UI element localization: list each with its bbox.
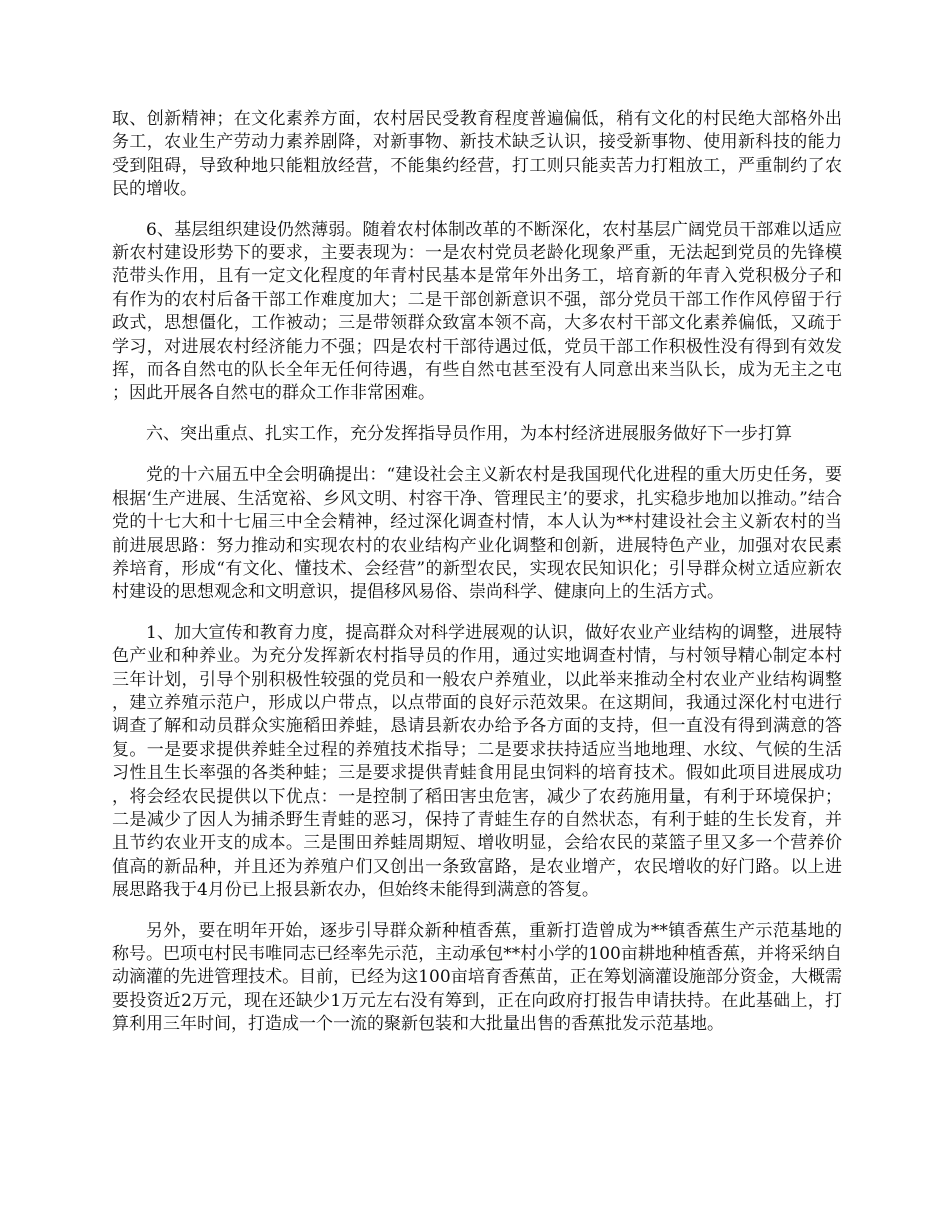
document-page bbox=[112, 108, 842, 1054]
paragraph-cultural-quality: 取、创新精神；在文化素养方面，农村居民受教育程度普遍偏低，稍有文化的村民绝大部格外出务工，农业生产劳动力素养剧降，对新事物、新技术缺乏认识，接受新事物、使用新科技的能力受到阻碍，导致种地只能粗放经营，不能集约经营，打工则只能卖苦力打粗放工，严重制约了农民的增收。 bbox=[112, 109, 842, 200]
section-heading-six: 六、突出重点、扎实工作，充分发挥指导员作用，为本村经济进展服务做好下一步打算 bbox=[146, 423, 792, 444]
paragraph-grassroots-organization: 6、基层组织建设仍然薄弱。随着农村体制改革的不断深化，农村基层广阔党员干部难以适应新农村建设形势下的要求，主要表现为：一是农村党员老龄化现象严重，无法起到党员的先锋模范带头作用，且有一定文化程度的年青村民基本是常年外出务工，培育新的年青入党积极分子和有作为的农村后备干部工作难度加大；二是干部创新意识不强，部分党员干部工作作风停留于行政式，思想僵化，工作被动；三是带领群众致富本领不高，大多农村干部文化素养偏低，又疏于学习，对进展农村经济能力不强；四是农村干部待遇过低，党员干部工作积极性没有得到有效发挥，而各自然屯的队长全年无任何待遇，有些自然屯甚至没有人同意出来当队长，成为无主之屯；因此开展各自然屯的群众工作非常困难。 bbox=[112, 219, 842, 404]
paragraph-frog-farming: 1、加大宣传和教育力度，提高群众对科学进展观的认识，做好农业产业结构的调整，进展特色产业和种养业。为充分发挥新农村指导员的作用，通过实地调查村情，与村领导精心制定本村三年计划，引导个别积极性较强的党员和一般农户养殖业，以此举来推动全村农业产业结构调整，建立养殖示范户，形成以户带点，以点带面的良好示范效果。在这期间，我通过深化村屯进行调查了解和动员群众实施稻田养蛙，恳请县新农办给予各方面的支持，但一直没有得到满意的答复。一是要求提供养蛙全过程的养殖技术指导；二是要求扶持适应当地地理、水纹、气候的生活习性且生长率强的各类种蛙；三是要求提供青蛙食用昆虫饲料的培育技术。假如此项目进展成功，将会经农民提供以下优点：一是控制了稻田害虫危害，减少了农药施用量，有利于环境保护；二是减少了因人为捕杀野生青蛙的恶习，保持了青蛙生存的自然状态，有利于蛙的生长发育，并且节约农业开支的成本。三是围田养蛙周期短、增收明显，会给农民的菜篮子里又多一个营养价值高的新品种，并且还为养殖户们又创出一条致富路，是农业增产，农民增收的好门路。以上进展思路我于4月份已上报县新农办，但始终未能得到满意的答复。 bbox=[112, 622, 842, 901]
paragraph-party-plenary: 党的十六届五中全会明确提出：“建设社会主义新农村是我国现代化进程的重大历史任务，要根据‘生产进展、生活宽裕、乡风文明、村容干净、管理民主’的要求，扎实稳步地加以推动。”结合党的十七大和十七届三中全会精神，经过深化调查村情，本人认为**村建设社会主义新农村的当前进展思路：努力推动和实现农村的农业结构产业化调整和创新，进展特色产业，加强对农民素养培育，形成“有文化、懂技术、会经营”的新型农民，实现农民知识化；引导群众树立适应新农村建设的思想观念和文明意识，提倡移风易俗、崇尚科学、健康向上的生活方式。 bbox=[112, 465, 842, 603]
paragraph-banana-planting: 另外，要在明年开始，逐步引导群众新种植香蕉，重新打造曾成为**镇香蕉生产示范基地的称号。巴项屯村民韦唯同志已经率先示范，主动承包**村小学的100亩耕地种植香蕉，并将采纳自动滴灌的先进管理技术。目前，已经为这100亩培育香蕉苗，正在筹划滴灌设施部分资金，大概需要投资近2万元，现在还缺少1万元左右没有筹到，正在向政府打报告申请扶持。在此基础上，打算利用三年时间，打造成一个一流的聚新包装和大批量出售的香蕉批发示范基地。 bbox=[112, 920, 842, 1035]
